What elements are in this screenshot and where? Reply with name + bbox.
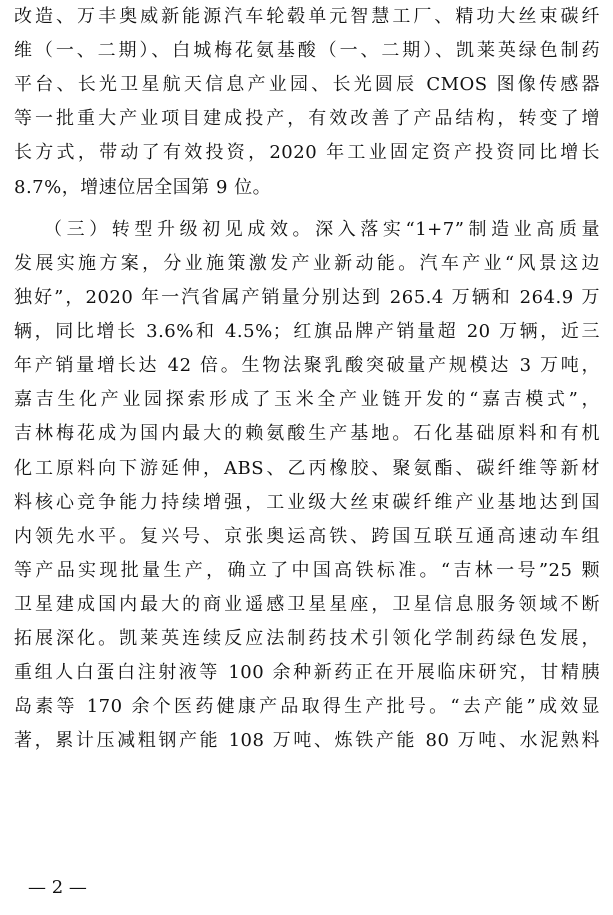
paragraph-line: 岛素等 170 余个医药健康产品取得生产批号。“去产能”成效显 — [14, 696, 600, 717]
paragraph-line: 维（一、二期）、白城梅花氨基酸（一、二期）、凯莱英绿色制药 — [14, 40, 600, 61]
paragraph-line: 年产销量增长达 42 倍。生物法聚乳酸突破量产规模达 3 万吨， — [14, 355, 600, 376]
paragraph-line: 改造、万丰奥威新能源汽车轮毂单元智慧工厂、精功大丝束碳纤 — [14, 6, 600, 27]
page-number: — 2 — — [28, 877, 87, 898]
section-heading-line: （三）转型升级初见成效。深入落实“1+7”制造业高质量 — [44, 219, 600, 240]
paragraph-line: 内领先水平。复兴号、京张奥运高铁、跨国互联互通高速动车组 — [14, 526, 600, 547]
paragraph-line: 拓展深化。凯莱英连续反应法制药技术引领化学制药绿色发展， — [14, 628, 600, 649]
paragraph-line: 著，累计压减粗钢产能 108 万吨、炼铁产能 80 万吨、水泥熟料 — [14, 730, 600, 751]
paragraph-line: 等产品实现批量生产，确立了中国高铁标准。“吉林一号”25 颗 — [14, 560, 600, 581]
paragraph-line: 嘉吉生化产业园探索形成了玉米全产业链开发的“嘉吉模式”， — [14, 389, 600, 410]
paragraph-line: 独好”，2020 年一汽省属产销量分别达到 265.4 万辆和 264.9 万 — [14, 287, 600, 308]
paragraph-line: 重组人白蛋白注射液等 100 余种新药正在开展临床研究，甘精胰 — [14, 662, 600, 683]
paragraph-line: 吉林梅花成为国内最大的赖氨酸生产基地。石化基础原料和有机 — [14, 423, 600, 444]
paragraph-line: 发展实施方案，分业施策激发产业新动能。汽车产业“风景这边 — [14, 253, 600, 274]
paragraph-line: 卫星建成国内最大的商业遥感卫星星座，卫星信息服务领域不断 — [14, 594, 600, 615]
paragraph-line: 辆，同比增长 3.6%和 4.5%；红旗品牌产销量超 20 万辆，近三 — [14, 321, 600, 342]
paragraph-line: 长方式，带动了有效投资，2020 年工业固定资产投资同比增长 — [14, 142, 600, 163]
paragraph-line: 料核心竞争能力持续增强，工业级大丝束碳纤维产业基地达到国 — [14, 492, 600, 513]
paragraph-line: 平台、长光卫星航天信息产业园、长光圆辰 CMOS 图像传感器 — [14, 74, 600, 95]
paragraph-line: 化工原料向下游延伸，ABS、乙丙橡胶、聚氨酯、碳纤维等新材 — [14, 458, 600, 479]
paragraph-line: 等一批重大产业项目建成投产，有效改善了产品结构，转变了增 — [14, 108, 600, 129]
paragraph-line: 8.7%，增速位居全国第 9 位。 — [14, 177, 272, 198]
